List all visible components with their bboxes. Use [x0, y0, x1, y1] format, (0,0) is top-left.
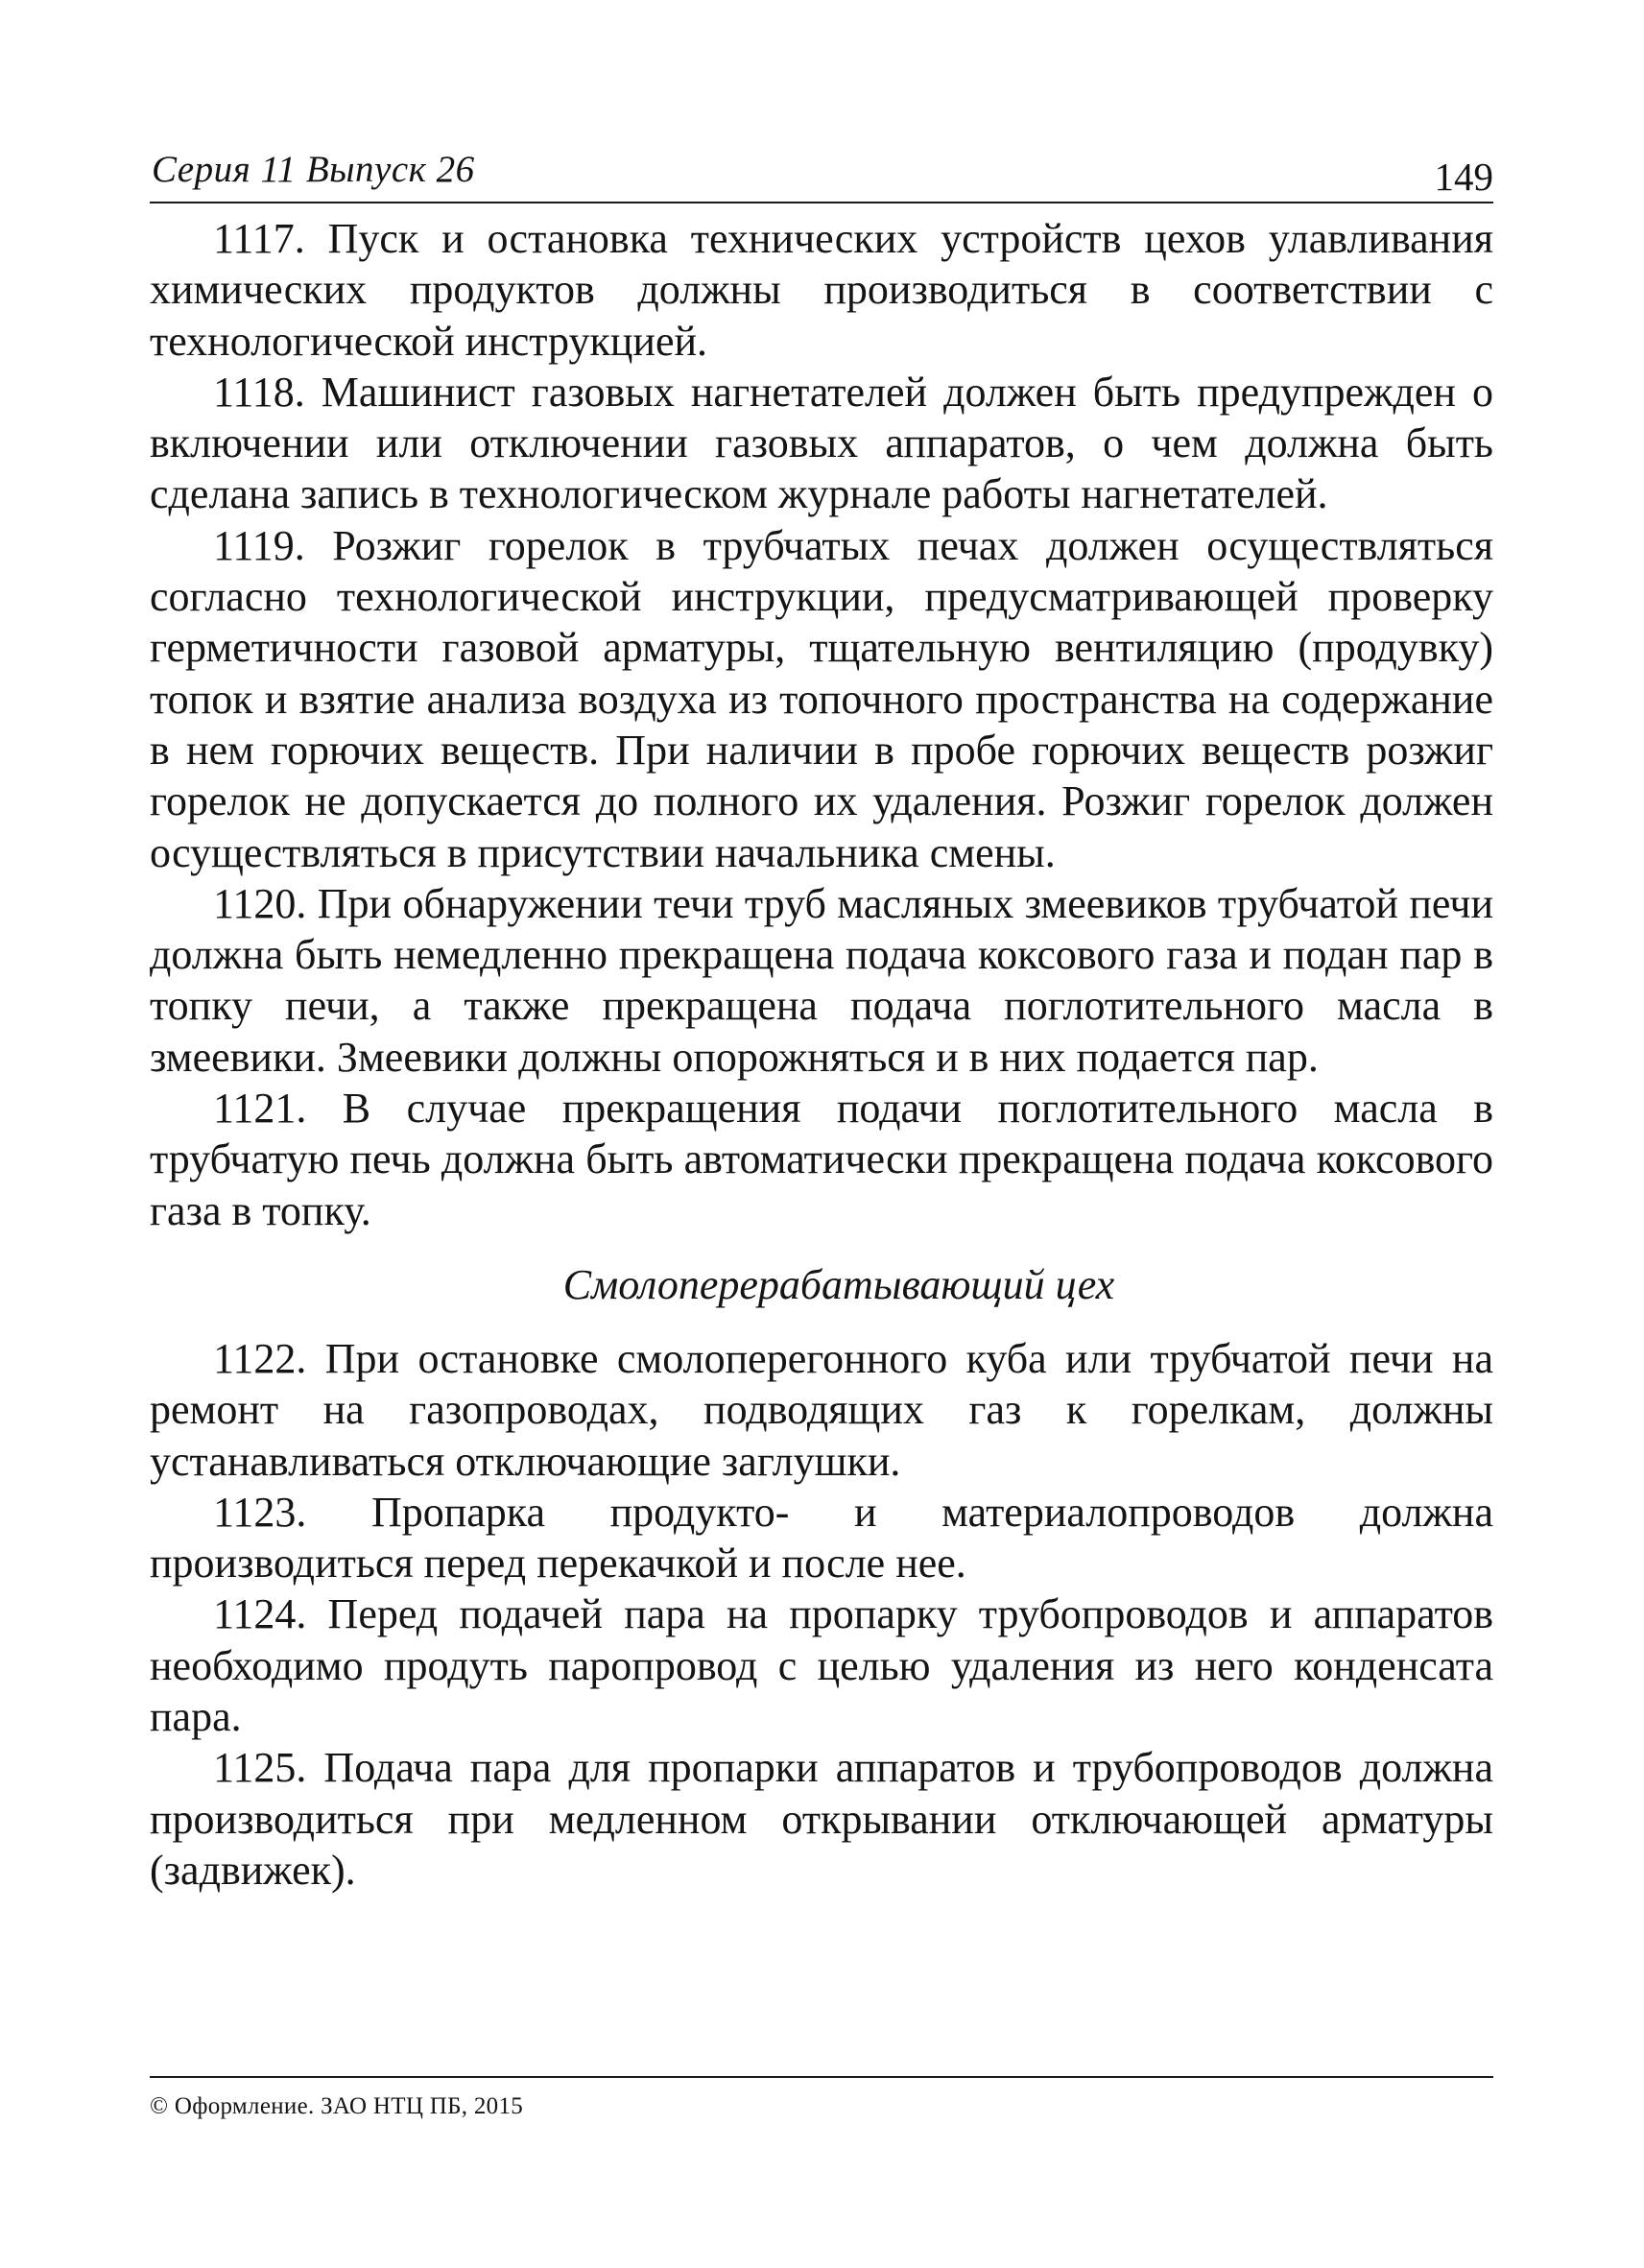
paragraph-1117: 1117. Пуск и остановка технических устройств цехов улавливания химических продуктов должны производиться в соответствии с технологической инструкцией. — [150, 215, 1493, 365]
paragraph-1121: 1121. В случае прекращения подачи поглотительного масла в трубчатую печь должна быть автоматически прекращена подача коксового газа в топку. — [150, 1085, 1493, 1234]
page-number: 149 — [1434, 155, 1493, 199]
running-header — [150, 144, 1493, 203]
series-title: Серия 11 Выпуск 26 — [152, 149, 475, 190]
paragraph-1122: 1122. При остановке смолоперегонного куба или трубчатой печи на ремонт на газопроводах, подводящих газ к горелкам, должны устанавливаться отключающие заглушки. — [150, 1334, 1493, 1485]
paragraph-1120: 1120. При обнаружении течи труб масляных змеевиков трубчатой печи должна быть немедленно прекращена подача коксового газа и подан пар в топку печи, а также прекращена подача поглотительного масла в змеевики. Змеевики должны опорожняться и в них подается пар. — [150, 879, 1493, 1081]
footer-divider — [150, 2076, 1493, 2078]
paragraph-1119: 1119. Розжиг горелок в трубчатых печах должен осуществляться согласно технологической инструкции, предусматривающей проверку герметичности газовой арматуры, тщательную вентиляцию (продувку) топок и взятие анализа воздуха из топочного пространства на содержание в нем горючих веществ. При наличии в пробе горючих веществ розжиг горелок не допускается до полного их удаления. Розжиг горелок должен осуществляться в присутствии начальника смены. — [150, 521, 1493, 876]
paragraph-1125: 1125. Подача пара для пропарки аппаратов и трубопроводов должна производиться при медленном открывании отключающей арматуры (задвижек). — [150, 1744, 1493, 1894]
paragraph-1123: 1123. Пропарка продукто- и материалопроводов должна производиться перед перекачкой и после нее. — [150, 1488, 1493, 1588]
section-heading: Смолоперерабатывающий цех — [562, 1260, 1115, 1308]
body-text — [150, 213, 1493, 1896]
footer-copyright: © Оформление. ЗАО НТЦ ПБ, 2015 — [150, 2093, 524, 2119]
page — [150, 144, 1493, 1896]
paragraph-1118: 1118. Машинист газовых нагнетателей должен быть предупрежден о включении или отключении газовых аппаратов, о чем должна быть сделана запись в технологическом журнале работы нагнетателей. — [150, 368, 1493, 518]
footer — [150, 2076, 1493, 2120]
paragraph-1124: 1124. Перед подачей пара на пропарку трубопроводов и аппаратов необходимо продуть паропровод с целью удаления из него конденсата пара. — [150, 1590, 1493, 1741]
